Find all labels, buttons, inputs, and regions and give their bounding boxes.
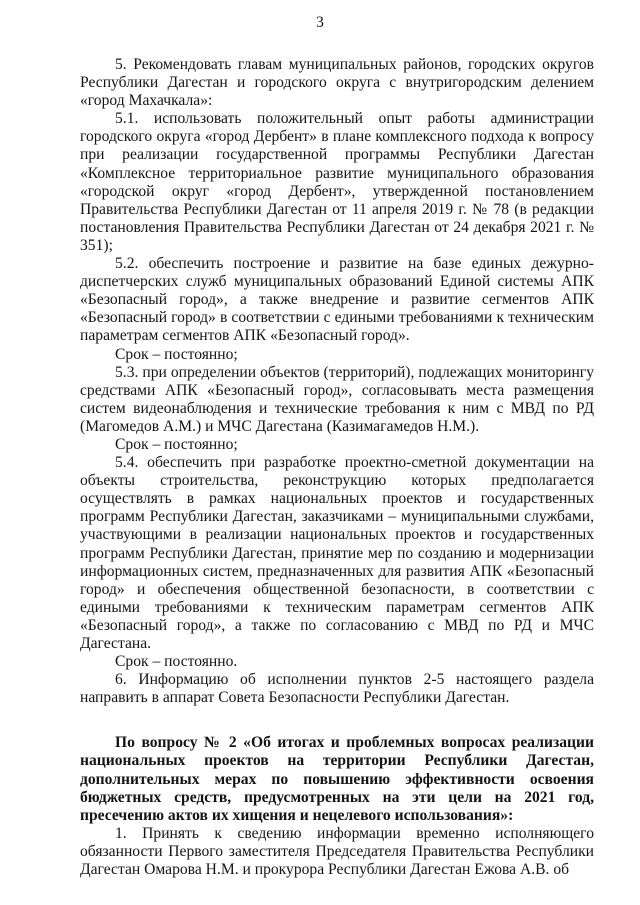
deadline-line: Срок – постоянно; bbox=[115, 345, 238, 363]
deadline-line: Срок – постоянно. bbox=[115, 653, 238, 671]
document-body bbox=[80, 56, 594, 879]
paragraph-item-5-2: 5.2. обеспечить построение и развитие на базе единых дежурно-диспетчерских служб муниципальных образований Единой системы АПК «Безопасный город», а также внедрение и развитие сегментов АПК «Безопасный город» в соответствии с едиными требованиями к техническим параметрам сегментов АПК «Безопасный город». bbox=[80, 255, 594, 345]
section-heading: По вопросу № 2 «Об итогах и проблемных вопросах реализации национальных проектов на территории Республики Дагестан, дополнительных мерах по повышению эффективности освоения бюджетных средств, предусмотренных на эти цели на 2021 год, пресечению актов их хищения и нецелевого использования»: bbox=[80, 734, 594, 824]
page-number: 3 bbox=[316, 14, 324, 31]
paragraph-item-6: 6. Информацию об исполнении пунктов 2-5 настоящего раздела направить в аппарат Совета Безопасности Республики Дагестан. bbox=[80, 671, 594, 707]
paragraph-item-5-1: 5.1. использовать положительный опыт работы администрации городского округа «город Дербент» в плане комплексного подхода к вопросу при реализации государственной программы Республики Дагестан «Комплексное территориальное развитие муниципального образования «городской округ «город Дербент», утвержденной постановлением Правительства Республики Дагестан от 11 апреля 2019 г. № 78 (в редакции постановления Правительства Республики Дагестан от 24 декабря 2021 г. № 351); bbox=[80, 110, 594, 254]
paragraph-item-1: 1. Принять к сведению информации временно исполняющего обязанности Первого заместителя Председателя Правительства Республики Дагестан Омарова Н.М. и прокурора Республики Дагестан Ежова А.В. об bbox=[80, 824, 594, 879]
section-spacer bbox=[80, 707, 594, 734]
paragraph-item-5-3: 5.3. при определении объектов (территорий), подлежащих мониторингу средствами АПК «Безопасный город», согласовывать места размещения систем видеонаблюдения и технические требования к ним с МВД по РД (Магомедов А.М.) и МЧС Дагестана (Казимагамедов Н.М.). bbox=[80, 363, 594, 435]
paragraph-item-5-4: 5.4. обеспечить при разработке проектно-сметной документации на объекты строительства, реконструкцию которых предполагается осуществлять в рамках национальных проектов и государственных программ Республики Дагестан, заказчиками – муниципальными службами, участвующими в реализации национальных проектов и государственных программ Республики Дагестан, принятие мер по созданию и модернизации информационных систем, предназначенных для развития АПК «Безопасный город» и обеспечения общественной безопасности, в соответствии с едиными требованиями к техническим параметрам сегментов АПК «Безопасный город», а также по согласованию с МВД по РД и МЧС Дагестана. bbox=[80, 454, 594, 652]
paragraph-recommendation: 5. Рекомендовать главам муниципальных районов, городских округов Республики Дагестан и городского округа с внутригородским делением «город Махачкала»: bbox=[80, 56, 594, 110]
deadline-line: Срок – постоянно; bbox=[115, 435, 238, 453]
